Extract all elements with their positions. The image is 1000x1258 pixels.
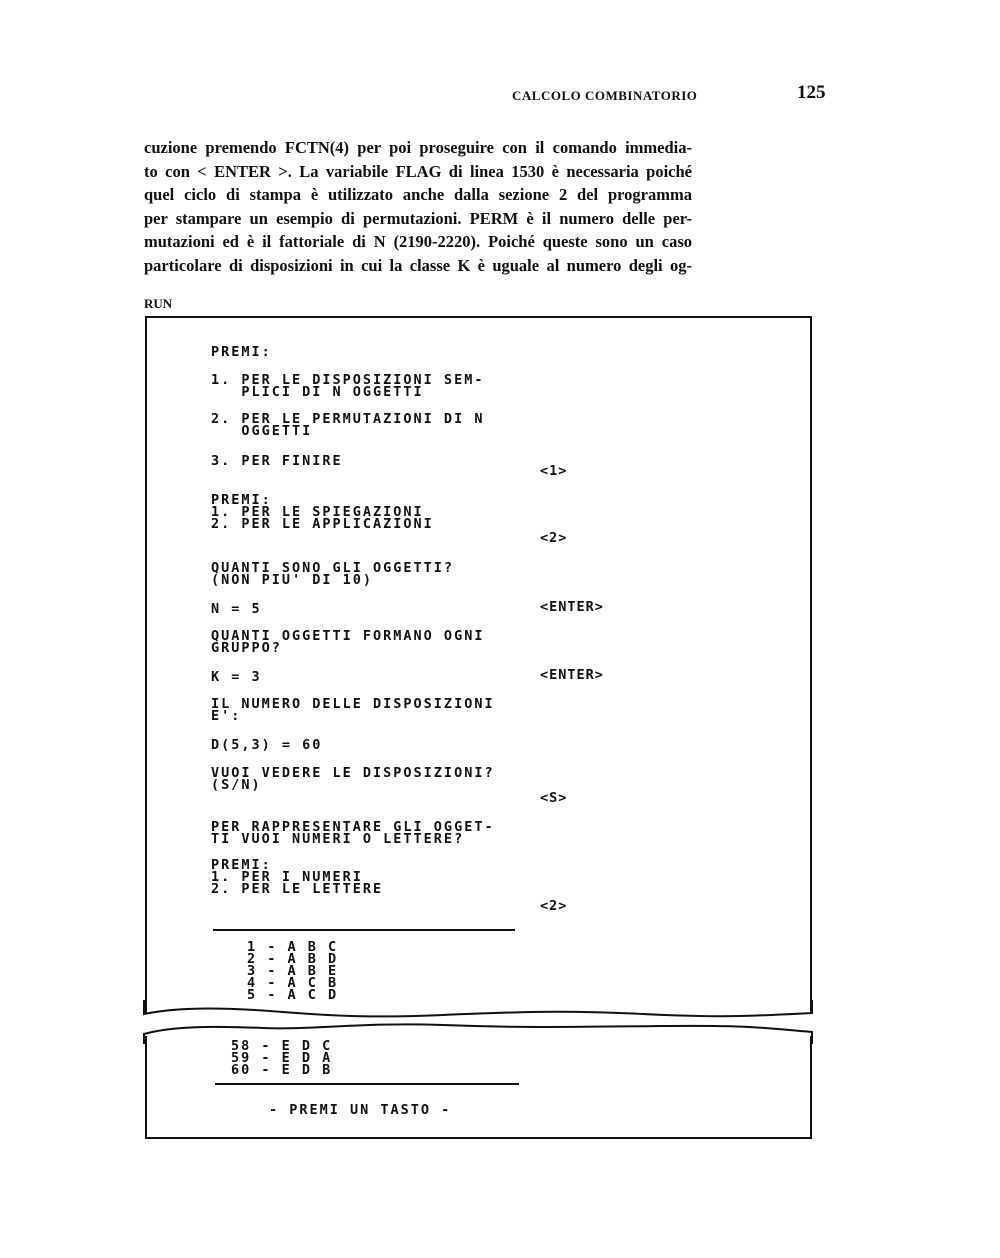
list-item: 58 - E D C bbox=[231, 1038, 333, 1054]
running-header: CALCOLO COMBINATORIO bbox=[512, 88, 698, 103]
list-item: 1 - A B C bbox=[247, 939, 339, 955]
body-line: to con < ENTER >. La variabile FLAG di linea 1530 è necessaria poiché bbox=[144, 161, 692, 181]
screen-line: D(5,3) = 60 bbox=[211, 737, 323, 753]
screen-line: E': bbox=[211, 708, 242, 724]
key-prompt: <ENTER> bbox=[540, 599, 604, 615]
screen-line: PLICI DI N OGGETTI bbox=[211, 384, 424, 400]
list-item: 3 - A B E bbox=[247, 963, 339, 979]
page-number: 125 bbox=[797, 82, 826, 103]
screen-line: 2. PER LE APPLICAZIONI bbox=[211, 516, 434, 532]
screen-line: (NON PIU' DI 10) bbox=[211, 572, 374, 588]
screen-line: OGGETTI bbox=[211, 423, 313, 439]
body-line: per stampare un esempio di permutazioni. PERM è il numero delle per- bbox=[144, 208, 692, 228]
key-prompt: <S> bbox=[540, 790, 568, 806]
screen-line: PREMI: bbox=[211, 344, 272, 360]
screen-line: TI VUOI NUMERI O LETTERE? bbox=[211, 831, 465, 847]
screen-line: 2. PER LE PERMUTAZIONI DI N bbox=[211, 411, 485, 427]
screen-line: QUANTI SONO GLI OGGETTI? bbox=[211, 560, 455, 576]
screen-frame-bottom bbox=[145, 1036, 812, 1139]
screen-line: (S/N) bbox=[211, 777, 262, 793]
separator-rule bbox=[213, 929, 515, 931]
screen-line: 1. PER LE DISPOSIZIONI SEM- bbox=[211, 372, 485, 388]
screen-line: VUOI VEDERE LE DISPOSIZIONI? bbox=[211, 765, 495, 781]
screen-frame-top bbox=[145, 316, 812, 1014]
screen-line: PER RAPPRESENTARE GLI OGGET- bbox=[211, 819, 495, 835]
screen-line: PREMI: bbox=[211, 492, 272, 508]
body-line: cuzione premendo FCTN(4) per poi proseguire con il comando immedia- bbox=[144, 138, 692, 157]
key-prompt: <1> bbox=[540, 463, 568, 479]
key-prompt: <2> bbox=[540, 530, 568, 546]
list-item: 59 - E D A bbox=[231, 1050, 333, 1066]
body-line: quel ciclo di stampa è utilizzato anche dalla sezione 2 del programma bbox=[144, 185, 692, 204]
run-label: RUN bbox=[144, 296, 173, 311]
screen-line: 3. PER FINIRE bbox=[211, 453, 343, 469]
key-prompt: <2> bbox=[540, 898, 568, 914]
screen-line: GRUPPO? bbox=[211, 640, 282, 656]
screen-line: IL NUMERO DELLE DISPOSIZIONI bbox=[211, 696, 495, 712]
screen-line: K = 3 bbox=[211, 669, 262, 685]
screen-line: PREMI: bbox=[211, 857, 272, 873]
separator-rule bbox=[215, 1083, 519, 1085]
screen-line: 2. PER LE LETTERE bbox=[211, 881, 384, 897]
screen-line: 1. PER I NUMERI bbox=[211, 869, 363, 885]
screen-line: 1. PER LE SPIEGAZIONI bbox=[211, 504, 424, 520]
body-line: mutazioni ed è il fattoriale di N (2190-2220). Poiché queste sono un caso bbox=[144, 232, 692, 251]
press-key-footer: - PREMI UN TASTO - bbox=[269, 1102, 452, 1118]
list-item: 2 - A B D bbox=[247, 951, 339, 967]
list-item: 4 - A C B bbox=[247, 975, 339, 991]
body-line: particolare di disposizioni in cui la classe K è uguale al numero degli og- bbox=[144, 255, 692, 275]
screen-line: N = 5 bbox=[211, 601, 262, 617]
screen-line: QUANTI OGGETTI FORMANO OGNI bbox=[211, 628, 485, 644]
key-prompt: <ENTER> bbox=[540, 667, 604, 683]
list-item: 60 - E D B bbox=[231, 1062, 333, 1078]
list-item: 5 - A C D bbox=[247, 987, 339, 1003]
body-paragraph bbox=[144, 136, 692, 277]
